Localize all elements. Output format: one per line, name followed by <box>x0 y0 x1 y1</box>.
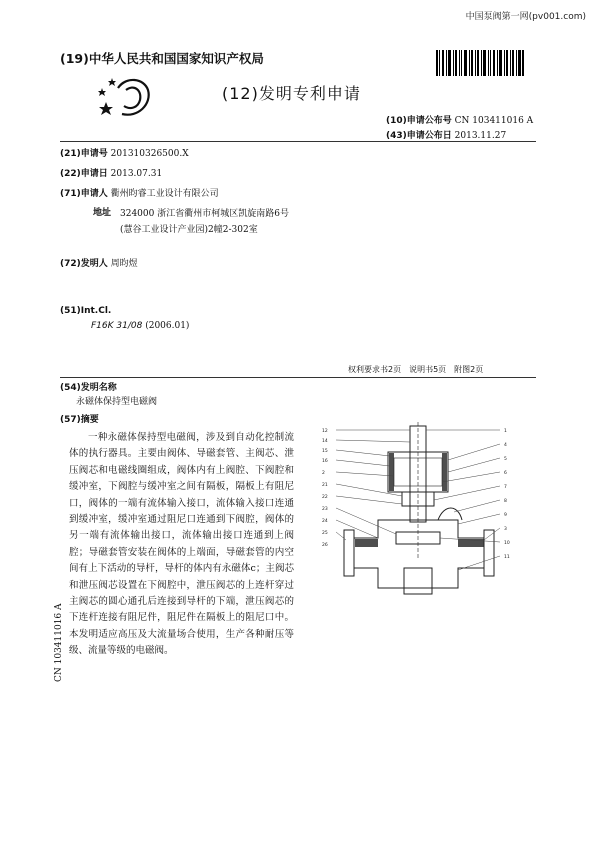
drawing-label: 3 <box>504 527 507 532</box>
header-divider <box>60 141 536 142</box>
abstract-label: (57)摘要 <box>60 415 99 425</box>
office-name: (19)中华人民共和国国家知识产权局 <box>60 51 264 66</box>
drawing-label: 2 <box>322 471 325 476</box>
application-date-label: (22)申请日 <box>60 169 108 179</box>
publication-date <box>386 128 506 141</box>
address-label: 地址 <box>93 208 112 218</box>
int-cl-code <box>91 321 189 331</box>
drawing-label: 16 <box>322 459 328 464</box>
drawing-label: 24 <box>322 519 328 524</box>
drawing-label: 12 <box>322 429 328 434</box>
watermark: 中国泵阀第一网(pv001.com) <box>465 12 586 22</box>
drawing-label: 25 <box>322 531 328 536</box>
int-cl-code-text: F16K 31/08 <box>91 321 143 331</box>
drawing-label: 10 <box>504 541 510 546</box>
drawing-label: 14 <box>322 439 328 444</box>
drawing-label: 7 <box>504 485 507 490</box>
abstract-text: 一种永磁体保持型电磁阀，涉及到自动化控制流体的执行器具。主要由阀体、导磁套管、主阀芯、泄压阀芯和电磁线圈组成，阀体内有上阀腔、下阀腔和缓冲室，下阀腔与缓冲室之间有隔板，隔板上有阻尼口，阀体的一端有流体输入接口，流体输入接口连通到缓冲室，缓冲室通过阻尼口连通到下阀腔，阀体的另一端有流体输出接口，流体输出接口连通到上阀腔；导磁套管安装在阀体的上端面，导磁套管的内空间有上下活动的导杆，导杆的体内有永磁体c；主阀芯和泄压阀芯设置在下阀腔中，泄压阀芯的上连杆穿过主阀芯的圆心通孔后连接到导杆的下端，泄压阀芯的下连杆连接有阻尼件，阻尼件在隔板上的阻尼口中。本发明适应高压及大流量场合使用，生产各种耐压等级、流量等级的电磁阀。 <box>69 432 294 657</box>
drawing-label: 15 <box>322 449 328 454</box>
publication-number-value: CN 103411016 A <box>454 116 534 126</box>
title-label: (54)发明名称 <box>60 383 117 393</box>
int-cl-label: (51)Int.Cl. <box>60 306 112 316</box>
inventor-value: 周昀煜 <box>110 259 138 269</box>
application-date-value: 2013.07.31 <box>110 169 163 179</box>
page-count: 权利要求书2页 说明书5页 附图2页 <box>348 365 484 374</box>
drawing-label: 22 <box>322 495 328 500</box>
application-number <box>60 148 189 161</box>
application-number-value: 201310326500.X <box>110 149 189 159</box>
applicant-label: (71)申请人 <box>60 189 108 199</box>
publication-number <box>386 113 533 126</box>
drawing-label: 6 <box>504 471 507 476</box>
publication-type: (12)发明专利申请 <box>222 84 361 103</box>
application-number-label: (21)申请号 <box>60 149 108 159</box>
drawing-label: 26 <box>322 543 328 548</box>
application-date <box>60 168 162 181</box>
valve-drawing <box>318 420 518 598</box>
inventor-label: (72)发明人 <box>60 259 108 269</box>
address-value: 324000 浙江省衢州市柯城区凯旋南路6号(慧谷工业设计产业园)2幢2-302室 <box>120 209 289 235</box>
drawing-label: 21 <box>322 483 328 488</box>
applicant <box>60 188 219 201</box>
invention-title: 永磁体保持型电磁阀 <box>76 397 158 407</box>
patent-office-logo <box>96 74 158 122</box>
barcode <box>436 50 524 76</box>
applicant-value: 衢州昀睿工业设计有限公司 <box>110 189 219 199</box>
drawing-label: 4 <box>504 443 507 448</box>
publication-date-value: 2013.11.27 <box>454 131 507 141</box>
publication-date-label: (43)申请公布日 <box>386 131 452 141</box>
body-divider <box>60 377 536 378</box>
drawing-label: 11 <box>504 555 510 560</box>
publication-number-label: (10)申请公布号 <box>386 116 452 126</box>
side-publication-number: CN 103411016 A <box>54 603 64 682</box>
drawing-label: 5 <box>504 457 507 462</box>
drawing-label: 8 <box>504 499 507 504</box>
drawing-label: 1 <box>504 429 507 434</box>
drawing-label: 23 <box>322 507 328 512</box>
inventor <box>60 258 138 271</box>
int-cl-version: (2006.01) <box>145 321 190 331</box>
drawing-label: 9 <box>504 513 507 518</box>
